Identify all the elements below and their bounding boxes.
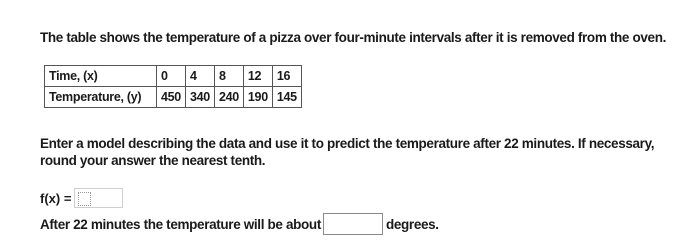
model-label: f(x) = — [40, 190, 72, 206]
table-cell: 340 — [185, 87, 214, 108]
row-label-time: Time, (x) — [45, 66, 157, 87]
table-cell: 190 — [243, 87, 272, 108]
data-table — [44, 65, 302, 108]
prediction-prefix: After 22 minutes the temperature will be about — [40, 216, 321, 232]
model-input[interactable] — [74, 188, 123, 208]
question-text: Enter a model describing the data and use it to predict the temperature after 22 minutes. If necessary, round your answer the nearest tenth. — [40, 136, 655, 168]
prediction-input[interactable] — [323, 213, 383, 235]
math-placeholder-box — [78, 192, 91, 206]
table-row-temperature — [45, 87, 302, 108]
problem-intro: The table shows the temperature of a pizza over four-minute intervals after it is removed from the oven. — [40, 30, 666, 45]
table-cell: 0 — [157, 66, 186, 87]
table-cell: 450 — [157, 87, 186, 108]
model-answer-line — [40, 187, 123, 209]
table-row-time — [45, 66, 302, 87]
table-cell: 16 — [272, 66, 301, 87]
table-cell: 12 — [243, 66, 272, 87]
table-cell: 8 — [214, 66, 243, 87]
row-label-temperature: Temperature, (y) — [45, 87, 157, 108]
prediction-suffix: degrees. — [385, 216, 439, 232]
table-cell: 4 — [185, 66, 214, 87]
prediction-answer-line — [40, 212, 439, 236]
table-cell: 145 — [272, 87, 301, 108]
table-cell: 240 — [214, 87, 243, 108]
